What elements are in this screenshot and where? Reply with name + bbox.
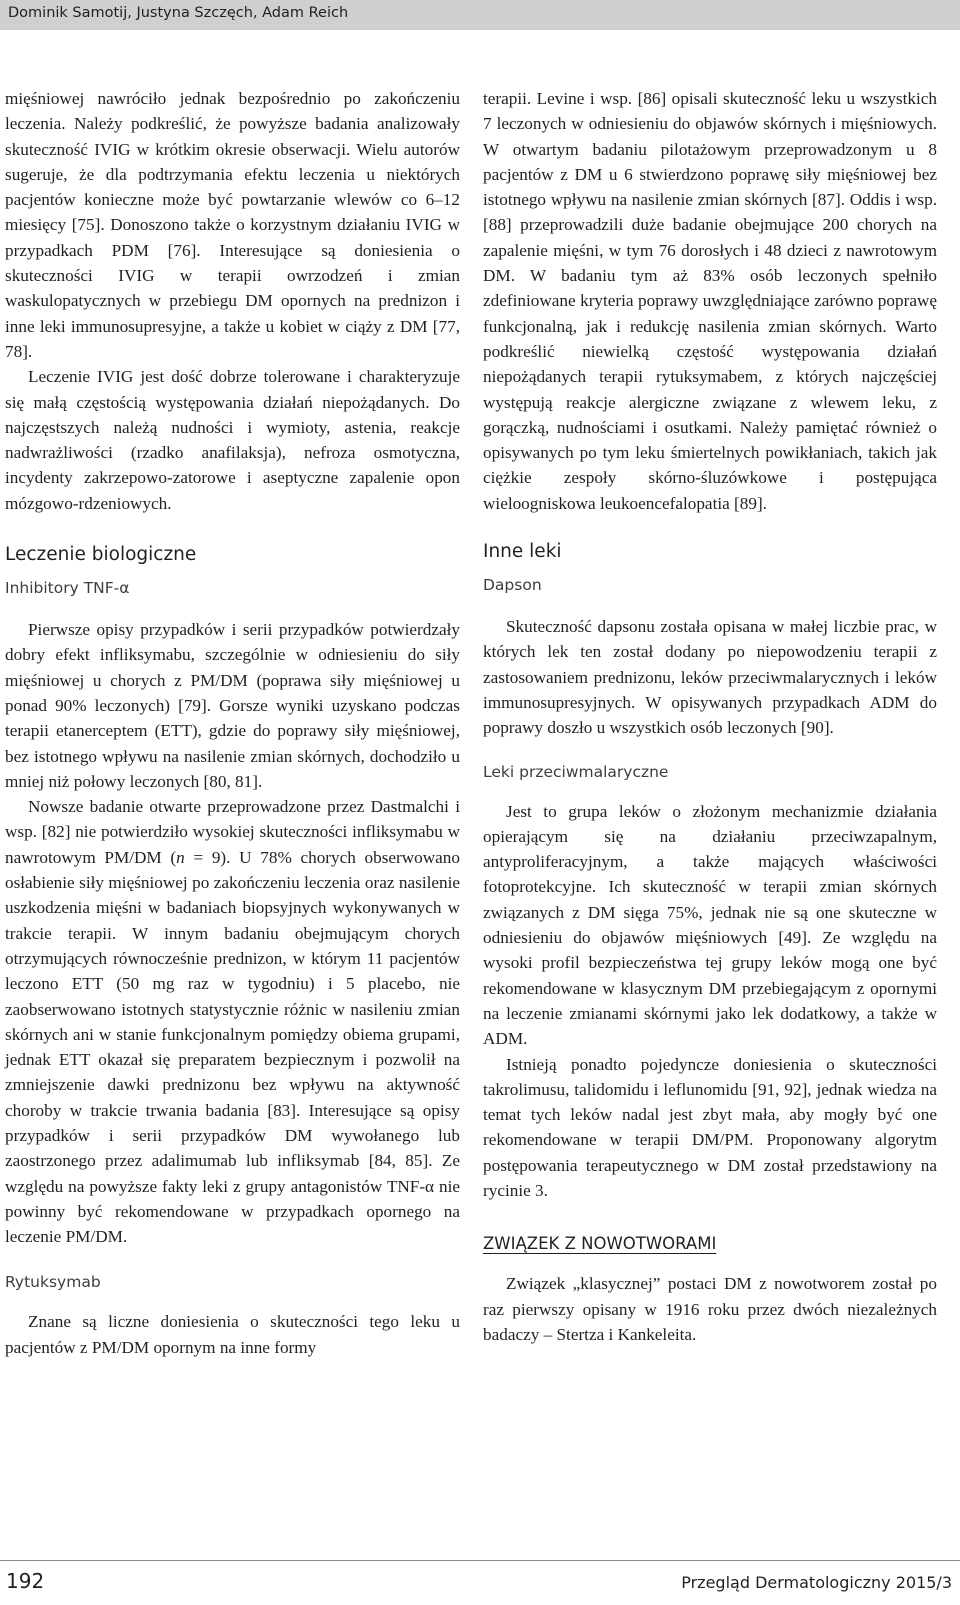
page-footer bbox=[0, 1560, 960, 1605]
paragraph: Leczenie IVIG jest dość dobrze tolerowane i charakteryzuje się małą częstością występowania działań niepożądanych. Do najczęstszych należą nudności i wymioty, astenia, reakcje nadwrażliwości (rzadko anafilaksja), nefroza osmotyczna, incydenty zakrzepowo-zatorowe i aseptyczne zapalenie opon mózgowo-rdzeniowych. bbox=[5, 367, 460, 513]
section-heading-cancer-association: ZWIĄZEK Z NOWOTWORAMI bbox=[483, 1234, 717, 1254]
paragraph bbox=[5, 794, 460, 1249]
paragraph: Jest to grupa leków o złożonym mechanizmie działania opierającym się na działaniu przeciwzapalnym, antyproliferacyjnym, a także mających właściwości fotoprotekcyjne. Ich skuteczność w terapii zmian skórnych związanych z DM sięga 75%, jednak nie są one skuteczne w odniesieniu do objawów mięśniowych [49]. Ze względu na wysoki profil bezpieczeństwa tej grupy leków mogą one być rekomendowane w klasycznym DM przebiegającym z opornymi na leczenie zmianami skórnymi jako lek dodatkowy, a także w ADM. bbox=[483, 801, 937, 1049]
subheading-antimalarials: Leki przeciwmalaryczne bbox=[483, 762, 669, 781]
header-authors: Dominik Samotij, Justyna Szczęch, Adam Reich bbox=[8, 5, 349, 21]
paragraph: Istnieją ponadto pojedyncze doniesienia o skuteczności takrolimusu, talidomidu i leflunomidu [91, 92], jednak wiedza na temat tych leków nadal jest zbyt mała, aby mogły być one rekomendowane w terapii DM/PM. Proponowany algorytm postępowania terapeutycznego w DM został przedstawiony na rycinie 3. bbox=[483, 1054, 937, 1200]
right-column bbox=[483, 86, 937, 1347]
paragraph: terapii. Levine i wsp. [86] opisali skuteczność leku u wszystkich 7 leczonych w odniesieniu do objawów skórnych i mięśniowych. W otwartym badaniu pilotażowym przeprowadzonym u 8 pacjentów z DM u 6 stwierdzono poprawę siły mięśniowej bez istotnego wpływu na nasilenie zmian skórnych [87]. Oddis i wsp. [88] przeprowadzili duże badanie obejmujące 200 chorych na zapalenie mięśni, w tym 76 dorosłych i 48 dzieci z nawrotowym DM. W badaniu tym aż 83% osób leczonych spełniło zdefiniowane kryteria poprawy uwzględniające zarówno poprawę funkcjonalną, jak i redukcję nasilenia zmian skórnych. Warto podkreślić niewielką częstość występowania działań niepożądanych terapii rytuksymabem, z których najczęściej występują reakcje alergiczne związane z wlewem leku, z gorączką, nudnościami i osutkami. Należy pamiętać również o opisywanych po tym leku śmiertelnych powikłaniach, takich jak ciężkie zespoły skórno-śluzówkowe i postępująca wieloogniskowa leukoencefalopatia [89]. bbox=[483, 89, 937, 513]
left-column bbox=[5, 86, 460, 1360]
paragraph: mięśniowej nawróciło jednak bezpośrednio po zakończeniu leczenia. Należy podkreślić, że powyższe badania analizowały skuteczność IVIG w krótkim okresie obserwacji. Wielu autorów sugeruje, że dla podtrzymania efektu leczenia u niektórych pacjentów konieczne może być powtarzanie wlewów co 6–12 miesięcy [75]. Donoszono także o korzystnym działaniu IVIG w przypadkach PDM [76]. Interesujące są doniesienia o skuteczności IVIG w terapii owrzodzeń i zmian waskulopatycznych w przebiegu DM opornych na prednizon i inne leki immunosupresyjne, a także u kobiet w ciąży z DM [77, 78]. bbox=[5, 89, 460, 361]
section-heading-other-drugs: Inne leki bbox=[483, 541, 562, 563]
section-heading-biologic: Leczenie biologiczne bbox=[5, 544, 197, 566]
paragraph: Skuteczność dapsonu została opisana w małej liczbie prac, w których lek ten został dodany po niepowodzeniu terapii z zastosowaniem prednizonu, leków przeciwmalarycznych i leków immunosupresyjnych. W opisywanych przypadkach ADM do poprawy doszło u wszystkich osób leczonych [90]. bbox=[483, 617, 937, 738]
journal-name: Przegląd Dermatologiczny 2015/3 bbox=[681, 1573, 952, 1592]
paragraph: Pierwsze opisy przypadków i serii przypadków potwierdzały dobry efekt infliksymabu, szczególnie w odniesieniu do siły mięśniowej u chorych z PM/DM (poprawa siły mięśniowej u ponad 90% leczonych) [79]. Gorsze wyniki uzyskano podczas terapii etanerceptem (ETT), gdzie do poprawy siły mięśniowej, bez istotnego wpływu na nasilenie zmian skórnych, dochodziło u mniej niż połowy leczonych [80, 81]. bbox=[5, 620, 460, 791]
paragraph-text: = 9). U 78% chorych obserwowano osłabienie siły mięśniowej po zakończeniu leczenia oraz nasilenie uszkodzenia mięśni w badaniach biopsyjnych wykonywanych w trakcie terapii. W innym badaniu obejmującym chorych otrzymujących równocześnie prednizon, w którym 11 pacjentów leczono ETT (50 mg raz w tygodniu) i 5 placebo, nie zaobserwowano istotnych statystycznie różnic w nasileniu zmian skórnych ani w stanie funkcjonalnym pomiędzy obiema grupami, jednak ETT okazał się preparatem bezpiecznym i pozwolił na zmniejszenie dawki prednizonu bez wpływu na aktywność choroby w trakcie trwania badania [83]. Interesujące są opisy przypadków i serii przypadków DM wywołanego lub zaostrzonego przez adalimumab lub infliksymab [84, 85]. Ze względu na powyższe fakty leki z grupy antagonistów TNF-α nie powinny być rekomendowane w przypadkach opornego na leczenie PM/DM. bbox=[5, 847, 460, 1247]
subheading-rituximab: Rytuksymab bbox=[5, 1273, 101, 1292]
running-header bbox=[0, 0, 960, 30]
page-number: 192 bbox=[6, 1569, 45, 1593]
subheading-dapsone: Dapson bbox=[483, 576, 542, 595]
subheading-tnf-inhibitors: Inhibitory TNF-α bbox=[5, 579, 130, 598]
italic-n: n bbox=[176, 847, 185, 867]
paragraph: Związek „klasycznej” postaci DM z nowotworem został po raz pierwszy opisany w 1916 roku przez dwóch niezależnych badaczy – Stertza i Kankeleita. bbox=[483, 1274, 937, 1344]
paragraph: Znane są liczne doniesienia o skuteczności tego leku u pacjentów z PM/DM opornym na inne formy bbox=[5, 1312, 460, 1357]
paragraph-text: Nowsze badanie otwarte przeprowadzone przez Dastmalchi i wsp. [82] nie potwierdziło wysokiej skuteczności infliksymabu w nawrotowym PM/DM ( bbox=[5, 797, 460, 867]
